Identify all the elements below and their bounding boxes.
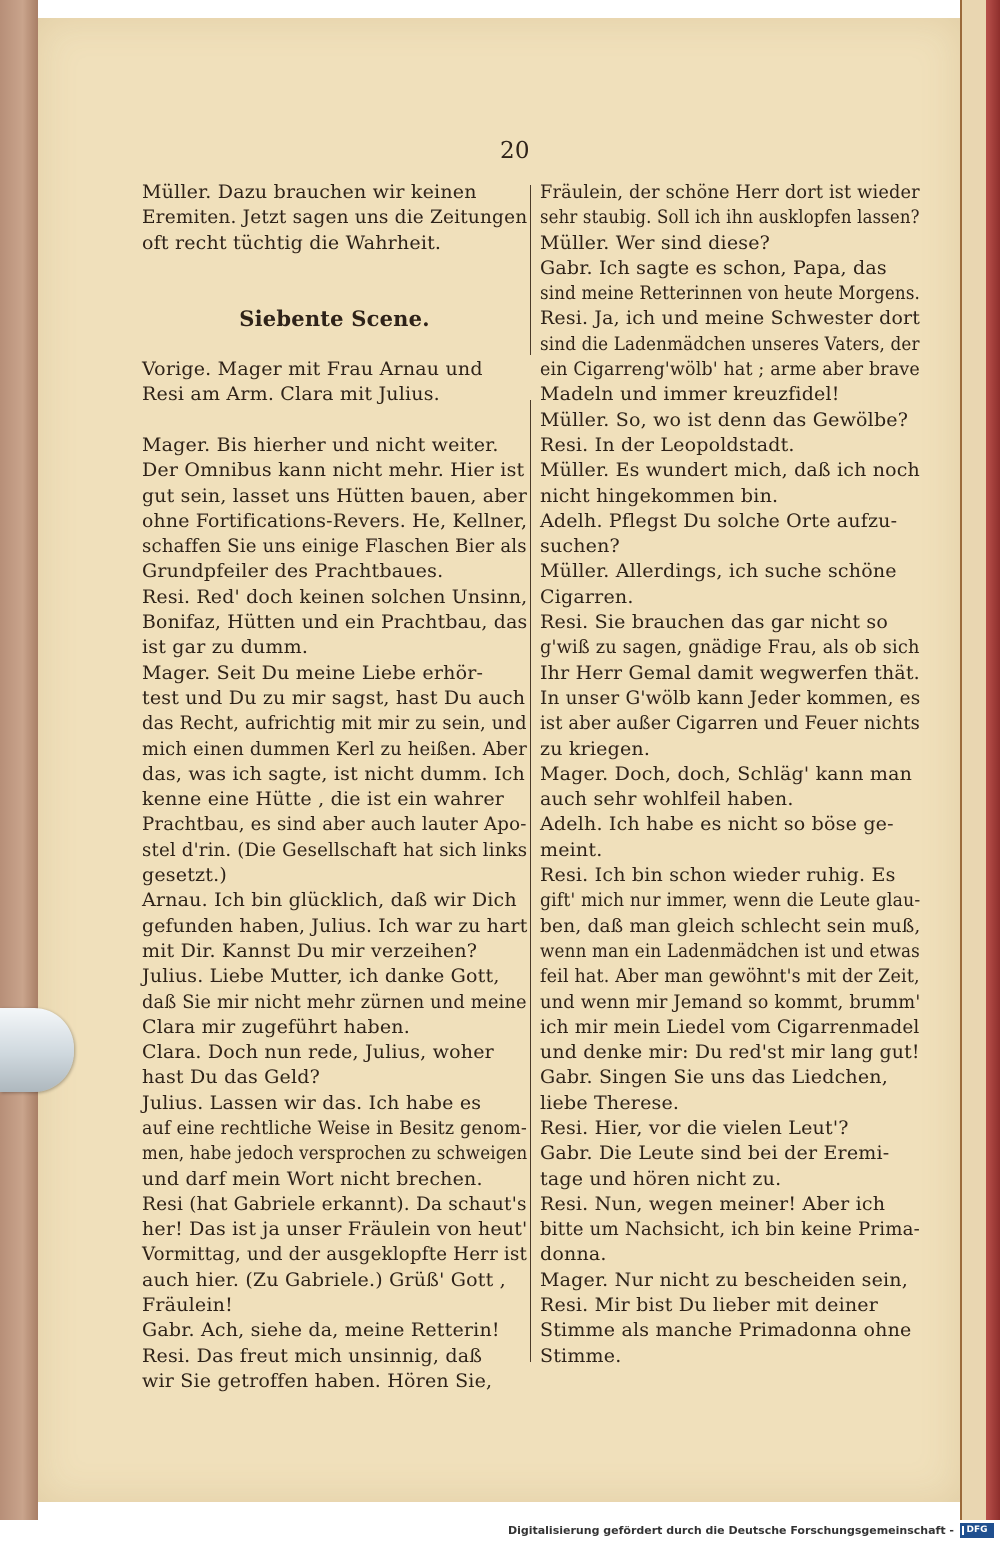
text-line: auf eine rechtliche Weise in Besitz genom- [142, 1116, 527, 1139]
dfg-logo [960, 1523, 994, 1538]
page-clip [0, 1008, 74, 1092]
text-line: ben, daß man gleich schlecht sein muß, [540, 914, 921, 937]
text-line: gefunden haben, Julius. Ich war zu hart [142, 914, 528, 937]
text-column-right [540, 180, 920, 1369]
text-line [142, 332, 527, 357]
page-number: 20 [500, 138, 530, 164]
text-line: Müller. So, wo ist denn das Gewölbe? [540, 408, 909, 431]
text-line: Vormittag, und der ausgeklopfte Herr ist [142, 1243, 527, 1266]
text-line: Cigarren. [540, 585, 634, 608]
book-binding-edge [986, 0, 1000, 1520]
text-line: hast Du das Geld? [142, 1066, 321, 1089]
text-line: Fräulein, der schöne Herr dort ist wieder [540, 181, 920, 203]
text-line: men, habe jedoch versprochen zu schweigen [142, 1142, 528, 1165]
text-line: sind meine Retterinnen von heute Morgens. [540, 282, 921, 305]
text-line: gift' mich nur immer, wenn die Leute glau- [540, 889, 921, 912]
text-line: Müller. Es wundert mich, daß ich noch [540, 459, 920, 482]
text-line: das, was ich sagte, ist nicht dumm. Ich [142, 762, 525, 785]
text-line: das Recht, aufrichtig mit mir zu sein, und [142, 712, 527, 735]
text-line: Resi (hat Gabriele erkannt). Da schaut's [142, 1192, 527, 1215]
text-line [142, 281, 527, 306]
text-line: Resi. Nun, wegen meiner! Aber ich [540, 1192, 886, 1215]
column-divider-upper [530, 185, 531, 355]
text-line: Eremiten. Jetzt sagen uns die Zeitungen [142, 206, 528, 229]
text-line: Fräulein! [142, 1294, 233, 1317]
text-line: und darf mein Wort nicht brechen. [142, 1167, 483, 1190]
text-line: daß Sie mir nicht mehr zürnen und meine [142, 990, 527, 1013]
text-line: Julius. Liebe Mutter, ich danke Gott, [142, 965, 500, 988]
text-line: test und Du zu mir sagst, hast Du auch [142, 686, 526, 709]
text-line: Ihr Herr Gemal damit wegwerfen thät. [540, 661, 920, 684]
text-line: Resi. Das freut mich unsinnig, daß [142, 1344, 483, 1367]
text-line: sehr staubig. Soll ich ihn ausklopfen lassen? [540, 206, 920, 229]
footer-bar [0, 1520, 1000, 1542]
text-line: mit Dir. Kannst Du mir verzeihen? [142, 939, 478, 962]
text-line: ohne Fortifications-Revers. He, Kellner, [142, 509, 528, 532]
text-line: Grundpfeiler des Prachtbaues. [142, 560, 444, 583]
text-line: Gabr. Singen Sie uns das Liedchen, [540, 1066, 888, 1089]
text-line: feil hat. Aber man gewöhnt's mit der Zeit, [540, 965, 920, 988]
text-line: Arnau. Ich bin glücklich, daß wir Dich [142, 889, 517, 912]
text-line: Resi. Ich bin schon wieder ruhig. Es [540, 864, 896, 887]
text-line: Stimme. [540, 1344, 622, 1367]
text-line: Stimme als manche Primadonna ohne [540, 1319, 912, 1342]
dfg-logo-text: DFG [966, 1525, 988, 1535]
text-line: Resi. Red' doch keinen solchen Unsinn, [142, 585, 528, 608]
text-line: wenn man ein Ladenmädchen ist und etwas [540, 939, 920, 962]
text-line [142, 408, 527, 433]
text-line: Resi. Mir bist Du lieber mit deiner [540, 1294, 879, 1317]
text-line: sind die Ladenmädchen unseres Vaters, der [540, 332, 920, 355]
text-line: donna. [540, 1243, 607, 1266]
footer-credit: Digitalisierung gefördert durch die Deutsche Forschungsgemeinschaft - [507, 1524, 954, 1537]
text-line: Julius. Lassen wir das. Ich habe es [142, 1091, 482, 1114]
text-line: bitte um Nachsicht, ich bin keine Prima- [540, 1218, 920, 1241]
text-line: Müller. Dazu brauchen wir keinen [142, 181, 477, 203]
text-line: Müller. Allerdings, ich suche schöne [540, 560, 897, 583]
text-line: stel d'rin. (Die Gesellschaft hat sich links [142, 838, 528, 861]
text-line: Mager. Doch, doch, Schläg' kann man [540, 762, 913, 785]
text-line: mich einen dummen Kerl zu heißen. Aber [142, 737, 528, 760]
text-line: auch hier. (Zu Gabriele.) Grüß' Gott , [142, 1268, 506, 1291]
text-line: Mager. Nur nicht zu bescheiden sein, [540, 1268, 908, 1291]
text-line: Resi am Arm. Clara mit Julius. [142, 383, 440, 406]
scene-heading: Siebente Scene. [239, 306, 430, 332]
text-line: Gabr. Die Leute sind bei der Eremi- [540, 1142, 890, 1165]
text-line: meint. [540, 838, 603, 861]
text-line: Müller. Wer sind diese? [540, 231, 771, 254]
text-line: kenne eine Hütte , die ist ein wahrer [142, 788, 505, 811]
text-line: suchen? [540, 535, 620, 558]
text-line: ich mir mein Liedel vom Cigarrenmadel [540, 1015, 920, 1038]
text-line: Resi. Ja, ich und meine Schwester dort [540, 307, 921, 330]
text-line: ist gar zu dumm. [142, 636, 309, 659]
text-line: Resi. Hier, vor die vielen Leut'? [540, 1116, 849, 1139]
text-line: Gabr. Ach, siehe da, meine Retterin! [142, 1319, 500, 1342]
text-line [142, 256, 527, 281]
text-line: g'wiß zu sagen, gnädige Frau, als ob sich [540, 636, 920, 659]
text-line: Madeln und immer kreuzfidel! [540, 383, 840, 406]
book-cover-edge [0, 0, 38, 1520]
text-line: auch sehr wohlfeil haben. [540, 788, 794, 811]
text-line: Resi. In der Leopoldstadt. [540, 433, 795, 456]
text-line: zu kriegen. [540, 737, 651, 760]
text-line: gesetzt.) [142, 864, 227, 887]
text-line: Clara mir zugeführt haben. [142, 1015, 410, 1038]
text-line: tage und hören nicht zu. [540, 1167, 782, 1190]
text-line: ein Cigarreng'wölb' hat ; arme aber brave [540, 358, 920, 381]
text-line: Der Omnibus kann nicht mehr. Hier ist [142, 459, 525, 482]
text-line: Gabr. Ich sagte es schon, Papa, das [540, 256, 887, 279]
text-line: und denke mir: Du red'st mir lang gut! [540, 1041, 920, 1064]
text-line: Vorige. Mager mit Frau Arnau und [142, 358, 483, 381]
text-line: liebe Therese. [540, 1091, 680, 1114]
text-line: her! Das ist ja unser Fräulein von heut' [142, 1218, 528, 1241]
text-line: nicht hingekommen bin. [540, 484, 779, 507]
text-line: Prachtbau, es sind aber auch lauter Apo- [142, 813, 527, 836]
text-line: Mager. Bis hierher und nicht weiter. [142, 433, 499, 456]
column-divider-lower [530, 400, 531, 1362]
text-line: Bonifaz, Hütten und ein Prachtbau, das [142, 611, 528, 634]
text-line: In unser G'wölb kann Jeder kommen, es [540, 686, 921, 709]
text-line: Mager. Seit Du meine Liebe erhör- [142, 661, 484, 684]
text-line: Adelh. Ich habe es nicht so böse ge- [540, 813, 894, 836]
text-line: oft recht tüchtig die Wahrheit. [142, 231, 442, 254]
text-line: ist aber außer Cigarren und Feuer nichts [540, 712, 921, 735]
text-line: und wenn mir Jemand so kommt, brumm' [540, 990, 921, 1013]
text-line: gut sein, lasset uns Hütten bauen, aber [142, 484, 528, 507]
text-line: wir Sie getroffen haben. Hören Sie, [142, 1369, 493, 1392]
text-column-left [142, 180, 527, 1394]
text-line: schaffen Sie uns einige Flaschen Bier als [142, 535, 527, 558]
text-line: Resi. Sie brauchen das gar nicht so [540, 611, 888, 634]
text-line: Adelh. Pflegst Du solche Orte aufzu- [540, 509, 898, 532]
text-line: Clara. Doch nun rede, Julius, woher [142, 1041, 494, 1064]
